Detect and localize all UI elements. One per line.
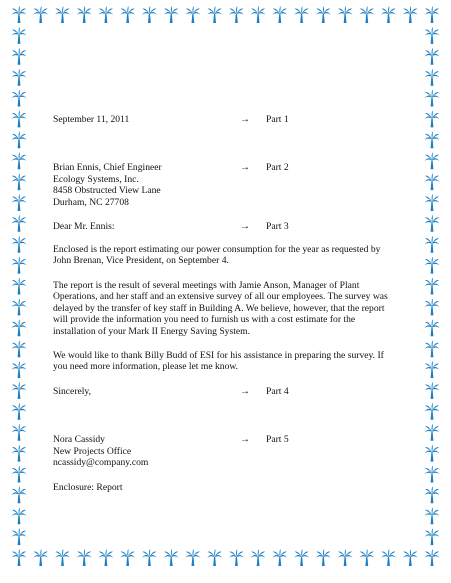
palm-tree-icon <box>12 466 27 483</box>
palm-tree-icon <box>12 445 27 462</box>
palm-tree-icon <box>425 507 440 524</box>
palm-tree-icon <box>425 110 440 127</box>
palm-tree-icon <box>338 6 353 23</box>
part-3-label: Part 3 <box>266 221 289 232</box>
palm-tree-icon <box>12 278 27 295</box>
palm-tree-icon <box>425 278 440 295</box>
palm-tree-icon <box>12 131 27 148</box>
palm-tree-icon <box>12 298 27 315</box>
palm-tree-icon <box>229 549 244 566</box>
palm-tree-icon <box>338 549 353 566</box>
palm-tree-icon <box>425 131 440 148</box>
palm-tree-icon <box>425 257 440 274</box>
palm-tree-icon <box>359 6 374 23</box>
recipient-street: 8458 Obstructed View Lane <box>53 185 161 196</box>
palm-tree-icon <box>425 549 440 566</box>
palm-tree-icon <box>98 6 113 23</box>
body-paragraph-1: Enclosed is the report estimating our power consumption for the year as requested by John Brenan, Vice President, on September 4. <box>53 244 381 267</box>
palm-tree-icon <box>12 257 27 274</box>
palm-tree-icon <box>294 6 309 23</box>
palm-tree-icon <box>33 549 48 566</box>
signer-office: New Projects Office <box>53 445 132 457</box>
palm-tree-icon <box>164 549 179 566</box>
arrow-icon: → <box>240 114 250 125</box>
palm-tree-icon <box>425 382 440 399</box>
palm-tree-icon <box>77 6 92 23</box>
salutation: Dear Mr. Ennis: <box>53 221 115 232</box>
arrow-icon: → <box>240 434 250 445</box>
part-2-label: Part 2 <box>266 162 289 173</box>
palm-tree-icon <box>77 549 92 566</box>
body-paragraph-3: We would like to thank Billy Budd of ESI for his assistance in preparing the survey. If you need more information, please let me know. <box>53 350 384 373</box>
palm-tree-icon <box>359 549 374 566</box>
palm-tree-icon <box>425 152 440 169</box>
palm-tree-icon <box>316 549 331 566</box>
arrow-icon: → <box>240 162 250 173</box>
palm-tree-icon <box>425 6 440 23</box>
palm-tree-icon <box>12 90 27 107</box>
arrow-icon: → <box>240 221 250 232</box>
palm-tree-icon <box>12 319 27 336</box>
palm-tree-icon <box>425 319 440 336</box>
palm-tree-icon <box>164 6 179 23</box>
palm-tree-icon <box>403 6 418 23</box>
palm-tree-icon <box>142 6 157 23</box>
palm-tree-icon <box>425 298 440 315</box>
palm-tree-icon <box>12 110 27 127</box>
palm-tree-icon <box>425 215 440 232</box>
palm-tree-icon <box>316 6 331 23</box>
palm-tree-icon <box>12 152 27 169</box>
palm-tree-icon <box>425 466 440 483</box>
signer-name: Nora Cassidy <box>53 434 105 445</box>
palm-tree-icon <box>229 6 244 23</box>
palm-tree-icon <box>425 424 440 441</box>
palm-tree-icon <box>381 6 396 23</box>
date-line <box>53 114 289 125</box>
palm-tree-icon <box>12 340 27 357</box>
salutation-line <box>53 221 289 232</box>
palm-tree-icon <box>12 507 27 524</box>
closing: Sincerely, <box>53 386 92 397</box>
palm-tree-icon <box>207 6 222 23</box>
palm-tree-icon <box>425 445 440 462</box>
palm-tree-icon <box>425 340 440 357</box>
palm-tree-icon <box>403 549 418 566</box>
signer-email: ncassidy@company.com <box>53 457 149 468</box>
palm-tree-icon <box>12 486 27 503</box>
palm-tree-icon <box>425 194 440 211</box>
palm-tree-icon <box>120 6 135 23</box>
palm-tree-icon <box>12 549 27 566</box>
palm-tree-icon <box>425 528 440 545</box>
date: September 11, 2011 <box>53 114 130 125</box>
palm-tree-icon <box>381 549 396 566</box>
palm-tree-icon <box>185 6 200 23</box>
palm-tree-icon <box>425 69 440 86</box>
palm-tree-icon <box>12 173 27 190</box>
recipient-company: Ecology Systems, Inc. <box>53 173 139 185</box>
palm-tree-icon <box>12 403 27 420</box>
palm-tree-icon <box>12 361 27 378</box>
palm-tree-icon <box>12 194 27 211</box>
palm-tree-icon <box>55 549 70 566</box>
palm-tree-icon <box>425 48 440 65</box>
recipient-name-line <box>53 162 289 173</box>
palm-tree-icon <box>142 549 157 566</box>
part-5-label: Part 5 <box>266 434 289 445</box>
palm-tree-icon <box>12 6 27 23</box>
palm-tree-icon <box>425 90 440 107</box>
palm-tree-icon <box>272 549 287 566</box>
palm-tree-icon <box>12 236 27 253</box>
palm-tree-icon <box>55 6 70 23</box>
body-paragraph-2: The report is the result of several meetings with Jamie Anson, Manager of Plant Operations, and her staff and an extensive survey of all our employees. The survey was delayed by the transfer of key staff in Building A. We believe, however, that the report will provide the information you need to furnish us with a cost estimate for the installation of your Mark II Energy Saving System. <box>53 280 388 337</box>
palm-tree-icon <box>425 486 440 503</box>
arrow-icon: → <box>240 386 250 397</box>
palm-tree-icon <box>33 6 48 23</box>
palm-tree-icon <box>425 173 440 190</box>
palm-tree-icon <box>12 215 27 232</box>
palm-tree-icon <box>98 549 113 566</box>
palm-tree-icon <box>251 6 266 23</box>
palm-tree-icon <box>185 549 200 566</box>
recipient-city: Durham, NC 27708 <box>53 196 129 208</box>
palm-tree-icon <box>120 549 135 566</box>
palm-tree-icon <box>251 549 266 566</box>
part-1-label: Part 1 <box>266 114 289 125</box>
palm-tree-icon <box>272 6 287 23</box>
palm-tree-icon <box>12 382 27 399</box>
palm-tree-icon <box>207 549 222 566</box>
palm-tree-icon <box>12 69 27 86</box>
palm-tree-icon <box>12 528 27 545</box>
palm-tree-icon <box>12 424 27 441</box>
palm-tree-icon <box>425 236 440 253</box>
signature-name-line <box>53 434 289 445</box>
enclosure-line: Enclosure: Report <box>53 482 123 493</box>
palm-tree-icon <box>425 403 440 420</box>
palm-tree-icon <box>425 27 440 44</box>
part-4-label: Part 4 <box>266 386 289 397</box>
palm-tree-icon <box>12 48 27 65</box>
recipient-name: Brian Ennis, Chief Engineer <box>53 162 162 173</box>
closing-line <box>53 386 289 397</box>
palm-tree-icon <box>425 361 440 378</box>
palm-tree-icon <box>12 27 27 44</box>
palm-tree-icon <box>294 549 309 566</box>
